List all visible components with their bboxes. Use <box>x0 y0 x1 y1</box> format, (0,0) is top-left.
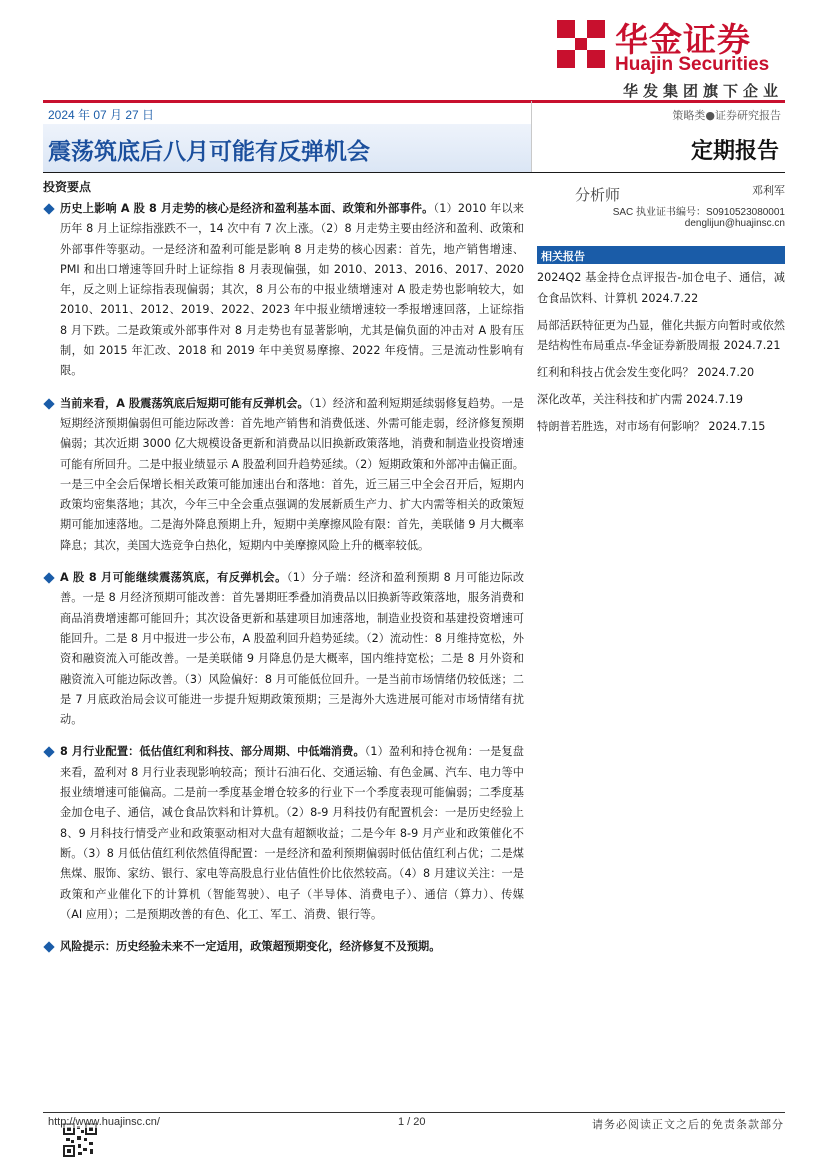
main-content <box>43 176 524 969</box>
related-report-item[interactable]: 深化改革，关注科技和扩内需 2024.7.19 <box>537 392 743 406</box>
risk-warning <box>43 937 524 957</box>
key-point <box>43 742 524 925</box>
key-point-lead: 当前来看，A 股震荡筑底后短期可能有反弹机会。 <box>60 396 309 410</box>
title-divider <box>43 172 785 173</box>
related-reports-list <box>537 268 785 444</box>
report-date: 2024 年 07 月 27 日 <box>48 108 155 122</box>
report-meta-box <box>531 101 785 172</box>
key-point-body: （1）盈利和持仓视角：一是复盘来看，盈利对 8 月行业表现影响较高；预计石油石化、交通运输、有色金属、汽车、电力等中报业绩增速可能偏高。二是前一季度基金增仓较多的行业下一个季度表现可能偏弱；二季度基金加仓电子、通信，减仓食品饮料和计算机。（2）8-9 月科技仍有配置机会：一是历史经验上 8、9 月科技行情受产业和政策驱动相对大盘有超额收益；二是今年 8-9 月产业和政策催化不断。（3）8 月低估值红利依然值得配置：一是经济和盈利预期偏弱时低估值红利占优；二是煤焦煤、服饰、家纺、银行、家电等高股息行业估值性价比依然较高。（4）8 月建议关注：一是政策和产业催化下的计算机（智能驾驶）、电子（半导体、消费电子）、通信（算力）、传媒（AI 应用）；二是预期改善的有色、化工、军工、消费、银行等。 <box>60 745 524 921</box>
related-report-item[interactable]: 局部活跃特征更为凸显，催化共振方向暂时或依然是结构性布局重点-华金证券新股周报 2024.7.21 <box>537 318 785 353</box>
risk-warning-text: 风险提示：历史经验未来不一定适用，政策超预期变化，经济修复不及预期。 <box>60 940 441 954</box>
key-point-lead: A 股 8 月可能继续震荡筑底，有反弹机会。 <box>60 571 287 585</box>
brand-name-en: Huajin Securities <box>615 54 770 75</box>
key-point-body: （1）分子端：经济和盈利预期 8 月可能边际改善。一是 8 月经济预期可能改善：首先暑期旺季叠加消费品以旧换新等政策落地，服务消费和商品消费增速都可能回升；其次设备更新和基建项目加速落地，制造业投资和基建投资增速可能回升。二是 8 月中报进一步公布，A 股盈利回升趋势延续。（2）流动性：8 月维持宽松，外资和融资流入可能改善。一是美联储 9 月降息仍是大概率，国内维持宽松；二是 8 月外资和融资流入可能边际改善。（3）风险偏好：8 月可能低位回升。一是当前市场情绪仍较低迷；二是 7 月底政治局会议可能进一步提升短期政策预期；三是海外大选进展可能对市场情绪有扰动。 <box>60 571 525 727</box>
related-report-item[interactable]: 2024Q2 基金持仓点评报告-加仓电子、通信，减仓食品饮料、计算机 2024.7.22 <box>537 271 785 305</box>
footer-website-link[interactable]: http://www.huajinsc.cn/ <box>48 1116 160 1128</box>
footer-disclaimer: 请务必阅读正文之后的免责条款部分 <box>592 1118 784 1131</box>
diamond-bullet-icon <box>43 941 54 952</box>
related-report-item[interactable]: 红利和科技占优会发生变化吗？ 2024.7.20 <box>537 366 755 380</box>
footer-divider <box>43 1112 785 1113</box>
company-logo <box>553 12 783 98</box>
diamond-bullet-icon <box>43 572 54 583</box>
related-reports-header: 相关报告 <box>537 246 785 264</box>
brand-group-line: 华发集团旗下企业 <box>622 82 783 100</box>
analyst-name: 邓利军 <box>752 184 785 197</box>
report-title: 震荡筑底后八月可能有反弹机会 <box>48 139 370 165</box>
report-type: 定期报告 <box>690 139 779 164</box>
huajin-logo-icon <box>553 16 609 72</box>
related-report-item[interactable]: 特朗普若胜选，对市场有何影响？ 2024.7.15 <box>537 419 766 433</box>
analyst-email[interactable]: denglijun@huajinsc.cn <box>684 218 785 229</box>
section-title: 投资要点 <box>43 180 92 194</box>
key-point-lead: 历史上影响 A 股 8 月走势的核心是经济和盈利基本面、政策和外部事件。 <box>60 202 434 215</box>
diamond-bullet-icon <box>43 747 54 758</box>
analyst-label: 分析师 <box>575 186 621 204</box>
key-point <box>43 199 524 382</box>
page-number: 1 / 20 <box>398 1116 426 1128</box>
key-point-lead: 8 月行业配置：低估值红利和科技、部分周期、中低端消费。 <box>60 745 365 759</box>
key-point <box>43 394 524 556</box>
key-point-body: （1）2010 年以来历年 8 月上证综指涨跌不一，14 次中有 7 次上涨。（2）8 月走势主要由经济和盈利、政策和外部事件等驱动。一是经济和盈利可能是影响 8 月走势的核心因素：首先，地产销售增速、PMI 和出口增速等回升时上证综指 8 月表现偏强，如 2010、2013、2016、2017、2020 年，反之则上证综指表现偏弱；其次，8 月公布的中报业绩增速对 A 股走势也影响较大，如 2010、2011、2012、2019、2022、2023 年中报业绩增速较一季报增速回落，上证综指 8 月下跌。二是政策或外部事件对 8 月走势也有显著影响，尤其是偏负面的冲击对 A 股有压制，如 2015 年汇改、2018 和 2019 年中美贸易摩擦、2022 年疫情。三是流动性影响有限。 <box>60 202 524 378</box>
key-point <box>43 568 524 730</box>
diamond-bullet-icon <box>43 398 54 409</box>
diamond-bullet-icon <box>43 203 54 214</box>
brand-name-cn: 华金证券 <box>615 20 751 59</box>
analyst-certificate: SAC 执业证书编号：S0910523080001 <box>612 207 785 218</box>
report-category: 策略类●证券研究报告 <box>672 109 781 122</box>
key-point-body: （1）经济和盈利短期延续弱修复趋势。一是短期经济预期偏弱但可能边际改善：首先地产销售和消费低迷、外需可能走弱，经济修复预期偏弱；其次近期 3000 亿大规模设备更新和消费品以旧换新政策落地，消费和制造业投资增速可能有所回升。二是中报业绩显示 A 股盈利回升趋势延续。（2）短期政策和外部冲击偏正面。一是三中全会后保增长相关政策可能加速出台和落地：首先，近三届三中全会召开后，短期内政策均密集落地；其次，今年三中全会重点强调的发展新质生产力、扩大内需等相关的政策短期可能加速落地。二是海外降息预期上升，短期中美摩擦风险有限：首先，美联储 9 月大概率降息；其次，美国大选竞争白热化，短期内中美摩擦风险上升的概率较低。 <box>60 396 524 552</box>
